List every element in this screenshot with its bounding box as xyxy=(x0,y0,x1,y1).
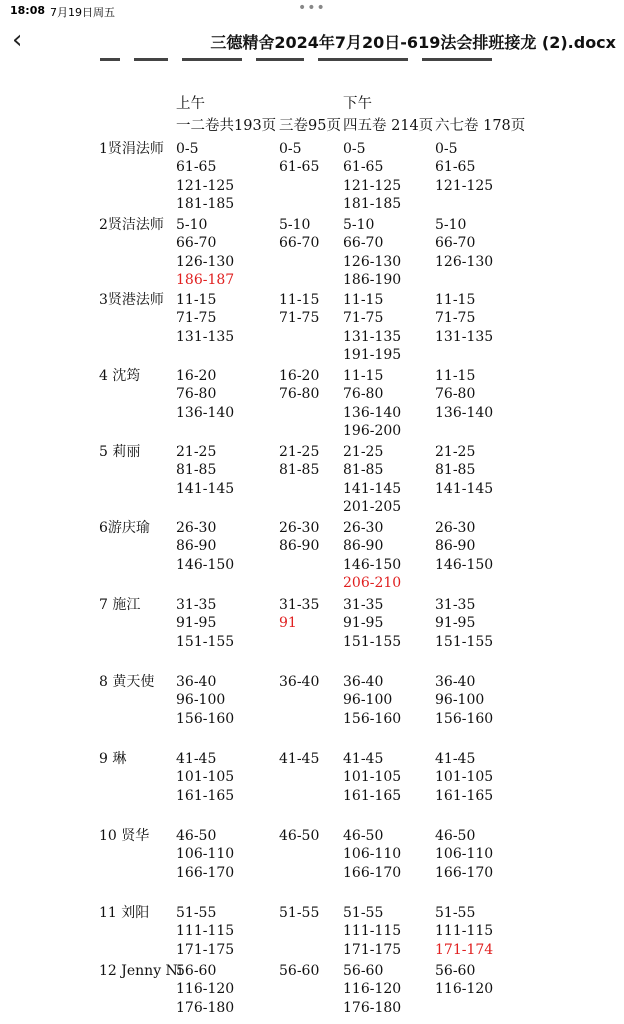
page-range-cell: 11-15 xyxy=(435,368,476,384)
page-range-cell: 66-70 xyxy=(343,235,384,252)
page-range-cell: 136-140 xyxy=(176,404,235,421)
page-range-cell: 141-145 xyxy=(343,480,402,497)
page-range-cell: 5-10 xyxy=(435,217,467,233)
more-dots-icon[interactable]: ••• xyxy=(298,0,326,16)
page-range-cell: 21-25 xyxy=(279,444,320,460)
page-range-cell: 166-170 xyxy=(176,864,235,881)
page-range-cell: 106-110 xyxy=(176,846,235,863)
row-name: 5 莉丽 xyxy=(99,444,141,460)
page-range-cell: 46-50 xyxy=(435,828,476,844)
page-range-cell: 91-95 xyxy=(343,615,384,632)
page-range-cell: 146-150 xyxy=(343,556,402,573)
page-range-cell: 111-115 xyxy=(176,923,235,940)
page-range-cell: 186-190 xyxy=(343,271,402,288)
page-range-cell: 46-50 xyxy=(176,828,217,844)
page-range-cell: 71-75 xyxy=(435,310,476,327)
page-range-cell: 66-70 xyxy=(435,235,476,252)
page-range-cell: 166-170 xyxy=(435,864,494,881)
session-am-label: 上午 xyxy=(176,96,205,112)
page-range-cell: 16-20 xyxy=(176,368,217,384)
row-name: 4 沈筠 xyxy=(99,368,141,384)
page-range-cell: 151-155 xyxy=(176,633,235,650)
column-header: 四五卷 214页 xyxy=(343,118,434,134)
page-range-cell: 5-10 xyxy=(176,217,208,233)
page-range-cell: 11-15 xyxy=(343,368,384,384)
page-range-cell: 111-115 xyxy=(343,923,402,940)
page-range-cell: 131-135 xyxy=(343,328,402,345)
page-range-cell: 51-55 xyxy=(279,905,320,921)
page-range-cell: 5-10 xyxy=(343,217,375,233)
page-range-cell: 156-160 xyxy=(343,710,402,727)
page-range-cell: 96-100 xyxy=(435,692,485,709)
page-range-cell: 11-15 xyxy=(343,292,384,308)
page-range-cell: 51-55 xyxy=(176,905,217,921)
page-range-cell: 0-5 xyxy=(435,141,458,157)
status-date: 7月19日周五 xyxy=(50,6,115,19)
page-range-cell: 61-65 xyxy=(435,159,476,176)
row-name: 10 贤华 xyxy=(99,828,150,844)
page-range-cell: 156-160 xyxy=(176,710,235,727)
page-range-cell: 56-60 xyxy=(279,963,320,979)
page-range-cell: 41-45 xyxy=(279,751,320,767)
page-range-cell: 101-105 xyxy=(435,769,494,786)
page-range-cell: 171-175 xyxy=(176,941,235,958)
page-range-cell: 26-30 xyxy=(176,520,217,536)
page-range-cell: 5-10 xyxy=(279,217,311,233)
page-range-cell: 21-25 xyxy=(176,444,217,460)
page-range-cell: 56-60 xyxy=(435,963,476,979)
column-header: 六七卷 178页 xyxy=(435,118,526,134)
document-title: 三德精舍2024年7月20日-619法会排班接龙 (2).docx xyxy=(210,33,616,52)
page-range-cell: 96-100 xyxy=(176,692,226,709)
page-range-cell: 0-5 xyxy=(343,141,366,157)
page-range-cell: 61-65 xyxy=(176,159,217,176)
page-range-cell: 86-90 xyxy=(343,538,384,555)
page-range-cell: 101-105 xyxy=(176,769,235,786)
page-range-cell: 21-25 xyxy=(435,444,476,460)
page-range-cell: 91-95 xyxy=(435,615,476,632)
page-range-cell: 56-60 xyxy=(176,963,217,979)
page-range-cell: 61-65 xyxy=(343,159,384,176)
page-range-cell: 91 xyxy=(279,615,297,632)
page-range-cell: 46-50 xyxy=(279,828,320,844)
page-range-cell: 181-185 xyxy=(343,195,402,212)
page-range-cell: 146-150 xyxy=(176,556,235,573)
page-range-cell: 36-40 xyxy=(343,674,384,690)
page-range-cell: 126-130 xyxy=(435,253,494,270)
page-range-cell: 161-165 xyxy=(435,787,494,804)
page-range-cell: 66-70 xyxy=(279,235,320,252)
page-range-cell: 181-185 xyxy=(176,195,235,212)
page-range-cell: 161-165 xyxy=(176,787,235,804)
row-name: 6游庆瑜 xyxy=(99,520,150,536)
page-range-cell: 36-40 xyxy=(435,674,476,690)
page-range-cell: 0-5 xyxy=(279,141,302,157)
page-range-cell: 41-45 xyxy=(343,751,384,767)
page-range-cell: 11-15 xyxy=(435,292,476,308)
page-range-cell: 131-135 xyxy=(176,328,235,345)
page-range-cell: 166-170 xyxy=(343,864,402,881)
page-range-cell: 31-35 xyxy=(279,597,320,613)
page-range-cell: 111-115 xyxy=(435,923,494,940)
column-header: 一二卷共193页 xyxy=(176,118,277,134)
page-range-cell: 171-174 xyxy=(435,941,494,958)
page-range-cell: 16-20 xyxy=(279,368,320,384)
page-range-cell: 141-145 xyxy=(435,480,494,497)
page-range-cell: 121-125 xyxy=(435,177,494,194)
row-name: 12 Jenny Ni xyxy=(99,963,183,979)
page-range-cell: 81-85 xyxy=(176,462,217,479)
status-bar xyxy=(0,0,624,22)
page-range-cell: 66-70 xyxy=(176,235,217,252)
page-range-cell: 76-80 xyxy=(435,386,476,403)
page-range-cell: 131-135 xyxy=(435,328,494,345)
page-range-cell: 41-45 xyxy=(176,751,217,767)
row-name: 7 施江 xyxy=(99,597,141,613)
page-range-cell: 36-40 xyxy=(176,674,217,690)
page-range-cell: 196-200 xyxy=(343,422,402,439)
page-range-cell: 26-30 xyxy=(343,520,384,536)
page-range-cell: 81-85 xyxy=(343,462,384,479)
page-range-cell: 76-80 xyxy=(176,386,217,403)
page-range-cell: 51-55 xyxy=(435,905,476,921)
page-range-cell: 41-45 xyxy=(435,751,476,767)
row-name: 11 刘阳 xyxy=(99,905,150,921)
page-range-cell: 0-5 xyxy=(176,141,199,157)
page-range-cell: 76-80 xyxy=(279,386,320,403)
row-name: 8 黄天使 xyxy=(99,674,155,690)
row-name: 1贤涓法师 xyxy=(99,141,164,157)
chevron-left-icon[interactable]: ‹ xyxy=(12,25,23,55)
page-range-cell: 126-130 xyxy=(343,253,402,270)
page-range-cell: 201-205 xyxy=(343,498,402,515)
page-range-cell: 31-35 xyxy=(343,597,384,613)
page-range-cell: 86-90 xyxy=(279,538,320,555)
cut-off-text-line xyxy=(100,58,540,64)
page-range-cell: 101-105 xyxy=(343,769,402,786)
session-pm-label: 下午 xyxy=(343,96,372,112)
page-range-cell: 136-140 xyxy=(435,404,494,421)
page-range-cell: 81-85 xyxy=(435,462,476,479)
page-range-cell: 121-125 xyxy=(176,177,235,194)
page-range-cell: 116-120 xyxy=(343,981,402,998)
page-range-cell: 96-100 xyxy=(343,692,393,709)
page-range-cell: 71-75 xyxy=(176,310,217,327)
page-range-cell: 106-110 xyxy=(435,846,494,863)
page-range-cell: 11-15 xyxy=(176,292,217,308)
page-range-cell: 191-195 xyxy=(343,346,402,363)
page-range-cell: 171-175 xyxy=(343,941,402,958)
page-range-cell: 26-30 xyxy=(435,520,476,536)
page-range-cell: 51-55 xyxy=(343,905,384,921)
page-range-cell: 31-35 xyxy=(176,597,217,613)
page-range-cell: 61-65 xyxy=(279,159,320,176)
page-range-cell: 71-75 xyxy=(279,310,320,327)
page-range-cell: 76-80 xyxy=(343,386,384,403)
page-range-cell: 176-180 xyxy=(343,999,402,1016)
page-range-cell: 86-90 xyxy=(435,538,476,555)
page-range-cell: 71-75 xyxy=(343,310,384,327)
page-range-cell: 121-125 xyxy=(343,177,402,194)
page-range-cell: 31-35 xyxy=(435,597,476,613)
row-name: 2贤洁法师 xyxy=(99,217,164,233)
row-name: 3贤港法师 xyxy=(99,292,164,308)
page-range-cell: 56-60 xyxy=(343,963,384,979)
page-range-cell: 156-160 xyxy=(435,710,494,727)
page-range-cell: 36-40 xyxy=(279,674,320,690)
page-range-cell: 116-120 xyxy=(176,981,235,998)
page-range-cell: 176-180 xyxy=(176,999,235,1016)
page-range-cell: 151-155 xyxy=(435,633,494,650)
nav-bar xyxy=(0,22,624,60)
page-range-cell: 141-145 xyxy=(176,480,235,497)
page-range-cell: 81-85 xyxy=(279,462,320,479)
status-time: 18:08 xyxy=(10,4,46,17)
page-range-cell: 86-90 xyxy=(176,538,217,555)
page-range-cell: 11-15 xyxy=(279,292,320,308)
page-range-cell: 91-95 xyxy=(176,615,217,632)
page-range-cell: 146-150 xyxy=(435,556,494,573)
page-range-cell: 206-210 xyxy=(343,574,402,591)
row-name: 9 琳 xyxy=(99,751,127,767)
page-range-cell: 186-187 xyxy=(176,271,235,288)
page-range-cell: 126-130 xyxy=(176,253,235,270)
page-range-cell: 151-155 xyxy=(343,633,402,650)
column-header: 三卷95页 xyxy=(279,118,341,134)
page-range-cell: 136-140 xyxy=(343,404,402,421)
page-range-cell: 26-30 xyxy=(279,520,320,536)
page-range-cell: 46-50 xyxy=(343,828,384,844)
page-range-cell: 106-110 xyxy=(343,846,402,863)
page-range-cell: 116-120 xyxy=(435,981,494,998)
page-range-cell: 21-25 xyxy=(343,444,384,460)
page-range-cell: 161-165 xyxy=(343,787,402,804)
